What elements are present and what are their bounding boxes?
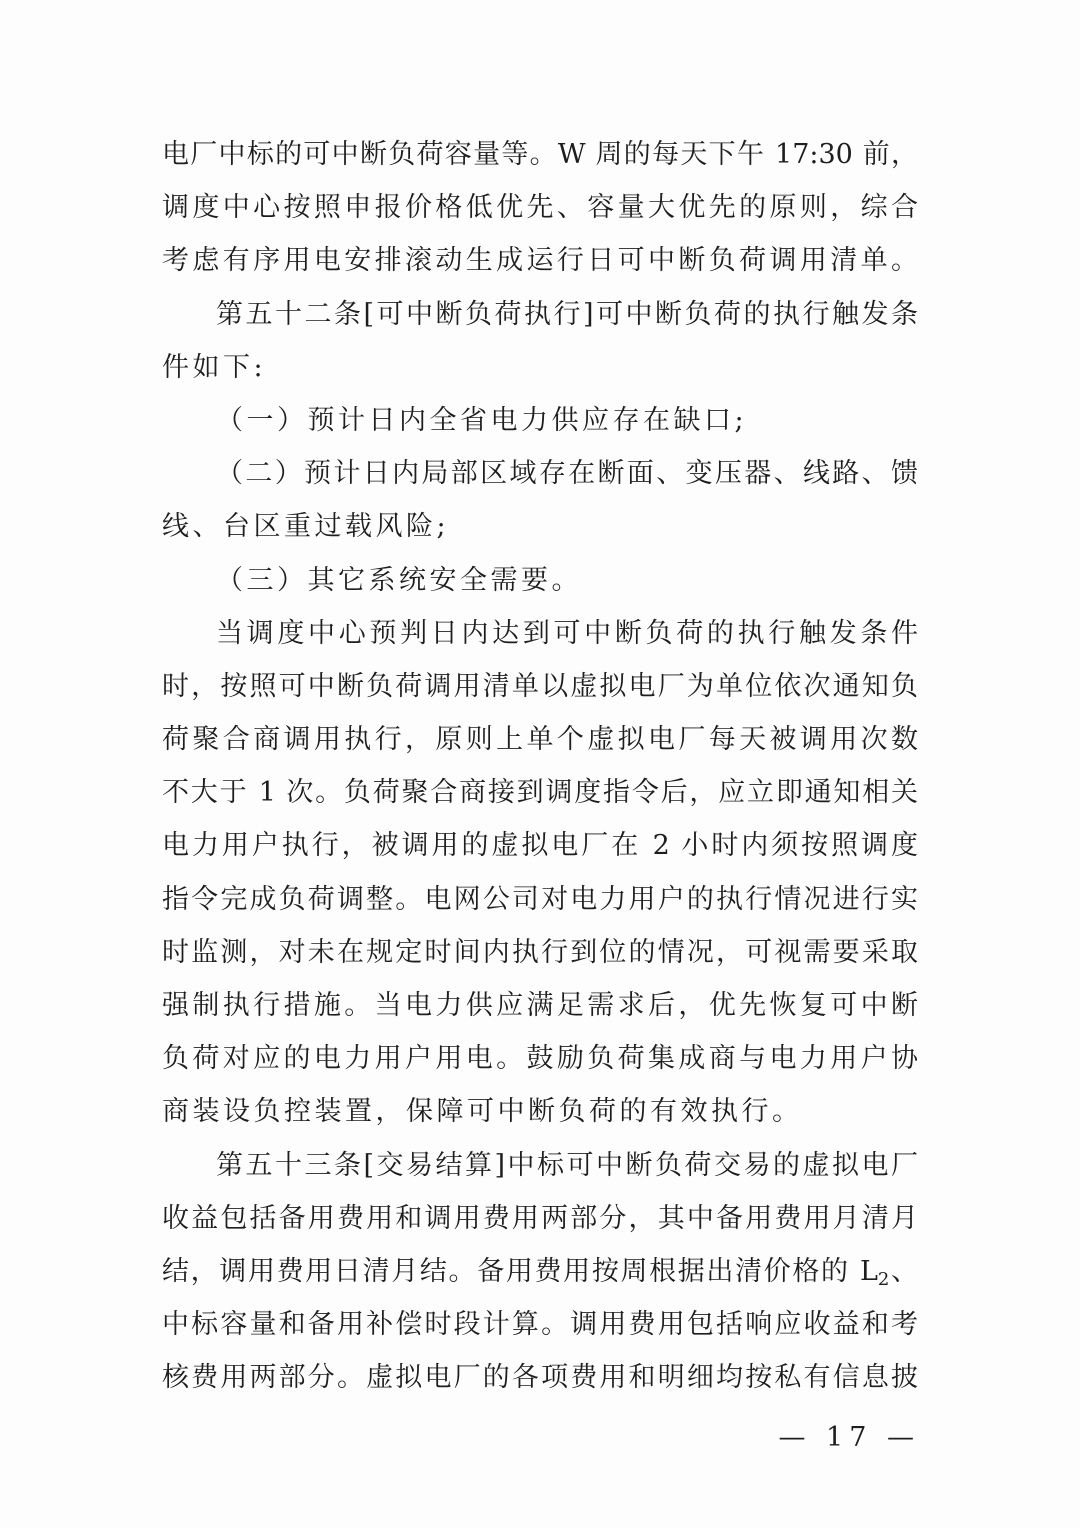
body-text [162, 128, 918, 1405]
list-item-3: （三）其它系统安全需要。 [216, 564, 582, 596]
text-line: 电厂中标的可中断负荷容量等。W 周的每天下午 17:30 前， [162, 139, 918, 170]
text-line: 强制执行措施。当电力供应满足需求后，优先恢复可中断 [162, 990, 918, 1021]
list-item-1: （一）预计日内全省电力供应存在缺口; [216, 404, 748, 436]
text-line: 荷聚合商调用执行，原则上单个虚拟电厂每天被调用次数 [162, 724, 918, 756]
text-line-with-subscript [162, 1245, 918, 1298]
subscript-2: 2 [877, 1268, 890, 1290]
text-line: 商装设负控装置，保障可中断负荷的有效执行。 [162, 1096, 803, 1128]
text-line: 核费用两部分。虚拟电厂的各项费用和明细均按私有信息披 [162, 1362, 918, 1394]
text-segment-tail: 、 [889, 1255, 918, 1287]
text-line: 负荷对应的电力用户用电。鼓励负荷集成商与电力用户协 [162, 1043, 918, 1075]
text-line: 收益包括备用费用和调用费用两部分，其中备用费用月清月 [162, 1202, 918, 1234]
text-line: 调度中心按照申报价格低优先、容量大优先的原则，综合 [162, 192, 918, 224]
symbol-l: L [859, 1255, 878, 1287]
text-line: 电力用户执行，被调用的虚拟电厂在 2 小时内须按照调度 [162, 830, 918, 862]
text-line: 指令完成负荷调整。电网公司对电力用户的执行情况进行实 [162, 883, 918, 915]
text-line: 时，按照可中断负荷调用清单以虚拟电厂为单位依次通知负 [162, 670, 918, 702]
page-number: — 17 — [778, 1422, 920, 1453]
text-line: 当调度中心预判日内达到可中断负荷的执行触发条件 [216, 617, 918, 649]
text-line: 考虑有序用电安排滚动生成运行日可中断负荷调用清单。 [162, 245, 918, 277]
text-line: 件如下: [162, 351, 267, 383]
text-segment: 结，调用费用日清月结。备用费用按周根据出清价格的 [162, 1255, 860, 1287]
list-item-2: （二）预计日内局部区域存在断面、变压器、线路、馈 [216, 458, 918, 490]
text-line: 不大于 1 次。负荷聚合商接到调度指令后，应立即通知相关 [162, 777, 918, 809]
article-52-heading-line: 第五十二条[可中断负荷执行]可中断负荷的执行触发条 [216, 298, 918, 330]
article-53-heading-line: 第五十三条[交易结算]中标可中断负荷交易的虚拟电厂 [216, 1149, 918, 1181]
text-line: 时监测，对未在规定时间内执行到位的情况，可视需要采取 [162, 936, 918, 968]
text-line: 中标容量和备用补偿时段计算。调用费用包括响应收益和考 [162, 1309, 918, 1341]
list-item-2-continued: 线、台区重过载风险; [162, 511, 450, 543]
